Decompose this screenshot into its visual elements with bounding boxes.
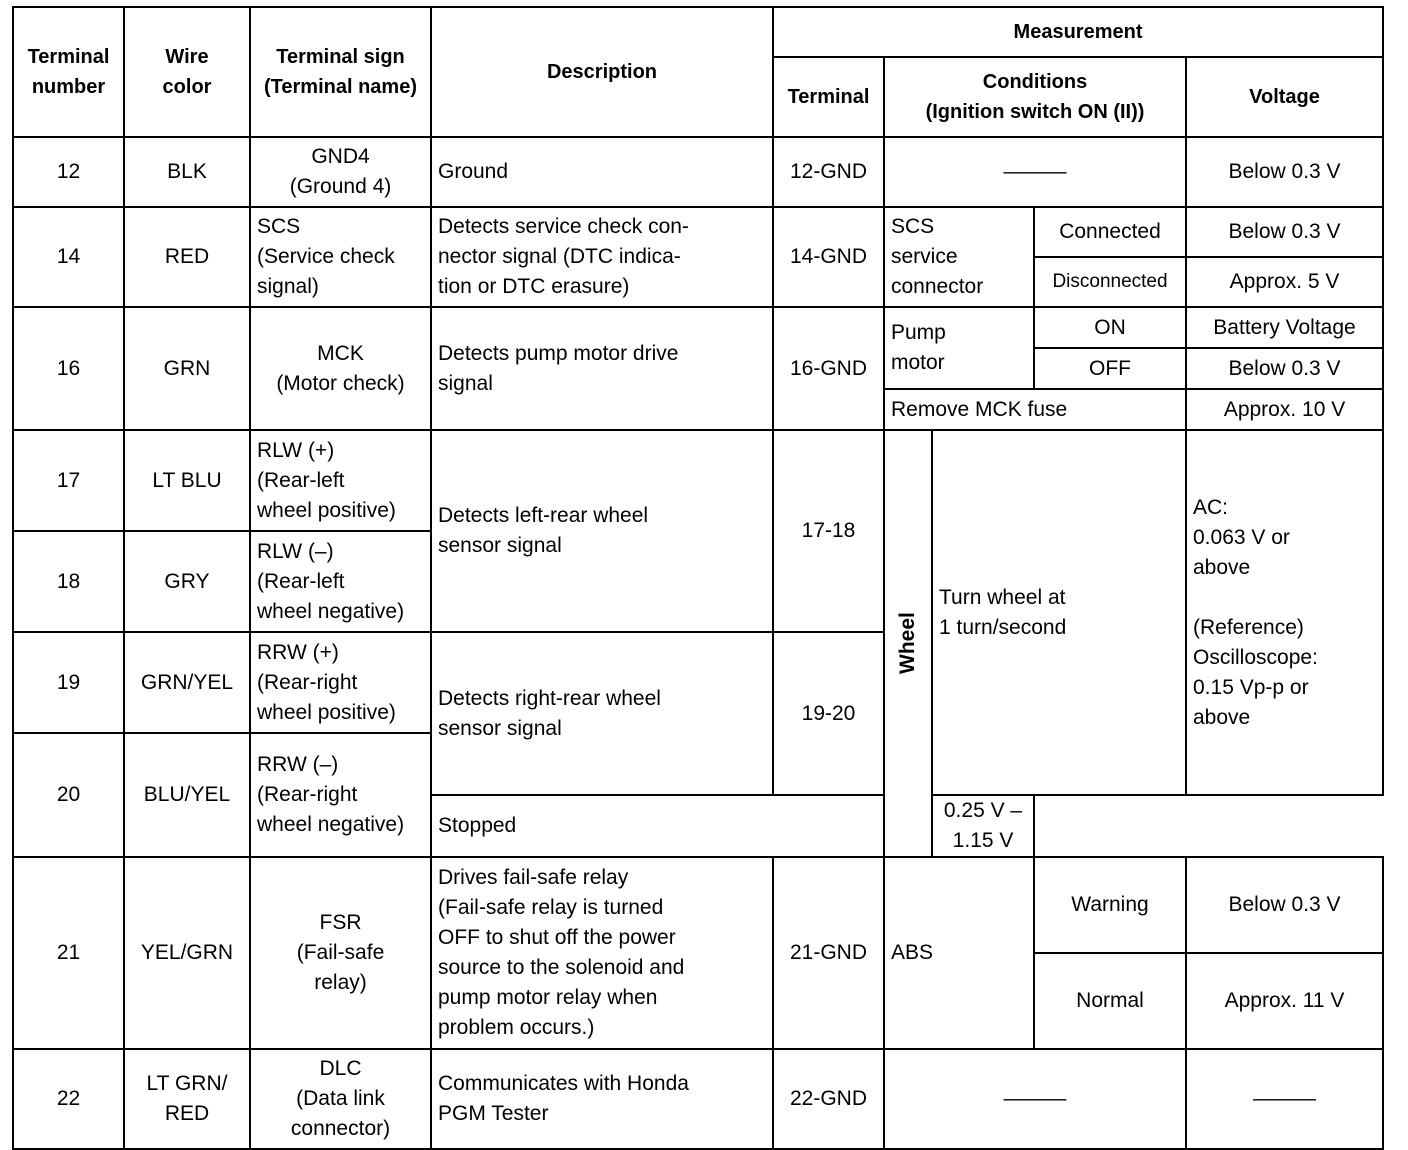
wire-color: LT BLU [124,430,250,531]
voltage: 0.25 V – 1.15 V [932,795,1034,857]
wire-color: RED [124,207,250,307]
sub-condition: Normal [1034,953,1186,1049]
measure-terminal: 16-GND [773,307,884,430]
terminal-number: 18 [13,531,124,632]
sub-condition: ON [1034,307,1186,348]
terminal-sign: FSR (Fail-safe relay) [250,857,431,1049]
header-terminal-number: Terminal number [13,7,124,137]
condition: ABS [884,857,1034,1049]
wire-color: LT GRN/ RED [124,1049,250,1149]
terminal-number: 20 [13,733,124,857]
description: Ground [431,137,773,207]
wire-color: BLU/YEL [124,733,250,857]
header-measurement: Measurement [773,7,1383,57]
terminal-number: 12 [13,137,124,207]
terminal-sign: RLW (+) (Rear-left wheel positive) [250,430,431,531]
terminal-sign: RLW (–) (Rear-left wheel negative) [250,531,431,632]
description: Drives fail-safe relay (Fail-safe relay is turned OFF to shut off the power source to the solenoid and pump motor relay when problem occurs.) [431,857,773,1049]
terminal-sign: RRW (–) (Rear-right wheel negative) [250,733,431,857]
measure-terminal: 22-GND [773,1049,884,1149]
wheel-label: Wheel [884,430,932,857]
voltage: Below 0.3 V [1186,207,1383,257]
voltage: Below 0.3 V [1186,137,1383,207]
table-row [13,307,1383,348]
wire-color: GRY [124,531,250,632]
sub-condition: Warning [1034,857,1186,953]
condition: Remove MCK fuse [884,389,1186,430]
terminal-sign: MCK (Motor check) [250,307,431,430]
description: Detects service check con- nector signal (DTC indica- tion or DTC erasure) [431,207,773,307]
measure-terminal: 21-GND [773,857,884,1049]
voltage: ——— [1186,1049,1383,1149]
terminal-sign: SCS (Service check signal) [250,207,431,307]
header-voltage: Voltage [1186,57,1383,137]
table-row [13,857,1383,953]
wire-color: BLK [124,137,250,207]
sub-condition: Disconnected [1034,257,1186,307]
table-row [13,430,1383,531]
table-row [13,207,1383,257]
condition: Stopped [431,795,884,857]
voltage: Approx. 10 V [1186,389,1383,430]
terminal-sign: DLC (Data link connector) [250,1049,431,1149]
sub-condition: Connected [1034,207,1186,257]
wire-color: GRN/YEL [124,632,250,733]
terminal-number: 14 [13,207,124,307]
terminal-sign: RRW (+) (Rear-right wheel positive) [250,632,431,733]
condition: ——— [884,137,1186,207]
description: Detects pump motor drive signal [431,307,773,430]
voltage: Below 0.3 V [1186,857,1383,953]
terminal-number: 17 [13,430,124,531]
terminal-number: 21 [13,857,124,1049]
header-wire-color: Wire color [124,7,250,137]
voltage: Battery Voltage [1186,307,1383,348]
header-terminal: Terminal [773,57,884,137]
table-row [13,137,1383,207]
wire-color: YEL/GRN [124,857,250,1049]
voltage: Approx. 5 V [1186,257,1383,307]
header-terminal-sign: Terminal sign (Terminal name) [250,7,431,137]
terminal-spec-table [12,6,1384,1150]
measure-terminal: 14-GND [773,207,884,307]
header-description: Description [431,7,773,137]
terminal-sign: GND4 (Ground 4) [250,137,431,207]
condition: Pump motor [884,307,1034,389]
measure-terminal: 17-18 [773,430,884,632]
sub-condition: OFF [1034,348,1186,389]
condition: Turn wheel at 1 turn/second [932,430,1186,795]
voltage: Below 0.3 V [1186,348,1383,389]
voltage: Approx. 11 V [1186,953,1383,1049]
terminal-number: 19 [13,632,124,733]
description: Detects left-rear wheel sensor signal [431,430,773,632]
measure-terminal: 19-20 [773,632,884,795]
description: Communicates with Honda PGM Tester [431,1049,773,1149]
wire-color: GRN [124,307,250,430]
header-conditions: Conditions (Ignition switch ON (II)) [884,57,1186,137]
condition: SCS service connector [884,207,1034,307]
measure-terminal: 12-GND [773,137,884,207]
terminal-number: 16 [13,307,124,430]
table-row [13,1049,1383,1149]
description: Detects right-rear wheel sensor signal [431,632,773,795]
condition: ——— [884,1049,1186,1149]
terminal-number: 22 [13,1049,124,1149]
voltage: AC: 0.063 V or above (Reference) Oscilloscope: 0.15 Vp-p or above [1186,430,1383,795]
